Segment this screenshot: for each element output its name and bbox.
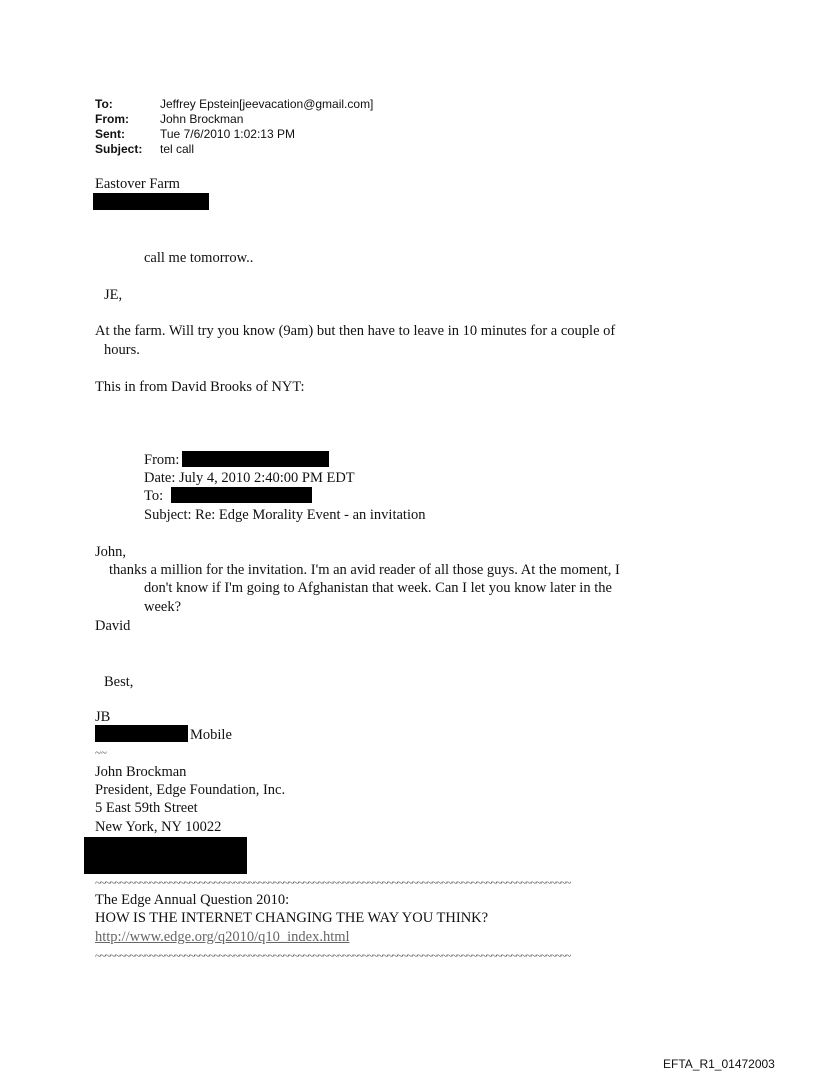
to-value: Jeffrey Epstein[jeevacation@gmail.com] bbox=[160, 97, 374, 111]
separator-top: ~~~~~~~~~~~~~~~~~~~~~~~~~~~~~~~~~~~~~~~~~~~~~~~~~~~~~~~~~~~~~~~~~~~~~~~~~~~~~~~~~~~~~~~~~~~~~~~~ bbox=[95, 878, 571, 889]
redaction-block bbox=[93, 193, 209, 210]
para1-line1: At the farm. Will try you know (9am) but then have to leave in 10 minutes for a couple of bbox=[95, 323, 616, 339]
separator-bottom: ~~~~~~~~~~~~~~~~~~~~~~~~~~~~~~~~~~~~~~~~~~~~~~~~~~~~~~~~~~~~~~~~~~~~~~~~~~~~~~~~~~~~~~~~~~~~~~~~ bbox=[95, 951, 571, 962]
to-row bbox=[95, 97, 373, 112]
redaction-block bbox=[95, 725, 188, 742]
sig-city: New York, NY 10022 bbox=[95, 819, 222, 835]
intro-line: This in from David Brooks of NYT: bbox=[95, 379, 305, 395]
greeting: JE, bbox=[104, 287, 123, 303]
sent-label: Sent: bbox=[95, 127, 125, 141]
fwd-msg-line2: don't know if I'm going to Afghanistan that week. Can I let you know later in the bbox=[144, 580, 612, 596]
edge-line1: The Edge Annual Question 2010: bbox=[95, 892, 290, 908]
subject-label: Subject: bbox=[95, 142, 143, 156]
email-header bbox=[95, 97, 373, 157]
fwd-to-label: To: bbox=[144, 488, 164, 504]
from-row bbox=[95, 112, 373, 127]
redaction-block bbox=[84, 837, 247, 874]
fwd-sign: David bbox=[95, 618, 131, 634]
to-label: To: bbox=[95, 97, 113, 111]
subject-value: tel call bbox=[160, 142, 195, 156]
fwd-from-label: From: bbox=[144, 452, 180, 468]
document-id: EFTA_R1_01472003 bbox=[663, 1057, 775, 1071]
sent-row bbox=[95, 127, 373, 142]
fwd-salutation: John, bbox=[95, 544, 127, 560]
call-line: call me tomorrow.. bbox=[144, 250, 254, 266]
sent-value: Tue 7/6/2010 1:02:13 PM bbox=[160, 127, 295, 141]
closing: Best, bbox=[104, 674, 134, 690]
redaction-block bbox=[182, 451, 329, 467]
sig-tilde: ~~ bbox=[95, 747, 107, 759]
redaction-block bbox=[171, 487, 312, 503]
fwd-subject-line: Subject: Re: Edge Morality Event - an invitation bbox=[144, 507, 426, 523]
subject-row bbox=[95, 142, 373, 157]
fwd-msg-line3: week? bbox=[144, 599, 182, 615]
from-value: John Brockman bbox=[160, 112, 244, 126]
fwd-date-line: Date: July 4, 2010 2:40:00 PM EDT bbox=[144, 470, 355, 486]
sig-title: President, Edge Foundation, Inc. bbox=[95, 782, 286, 798]
sig-street: 5 East 59th Street bbox=[95, 800, 198, 816]
edge-link[interactable]: http://www.edge.org/q2010/q10_index.html bbox=[95, 929, 350, 945]
para1-line2: hours. bbox=[104, 342, 140, 358]
fwd-msg-line1: thanks a million for the invitation. I'm an avid reader of all those guys. At the moment, I bbox=[109, 562, 620, 578]
initials: JB bbox=[95, 709, 111, 725]
from-label: From: bbox=[95, 112, 129, 126]
sig-name: John Brockman bbox=[95, 764, 187, 780]
edge-line2: HOW IS THE INTERNET CHANGING THE WAY YOU THINK? bbox=[95, 910, 489, 926]
mobile-label: Mobile bbox=[190, 727, 232, 743]
location-text: Eastover Farm bbox=[95, 176, 180, 192]
